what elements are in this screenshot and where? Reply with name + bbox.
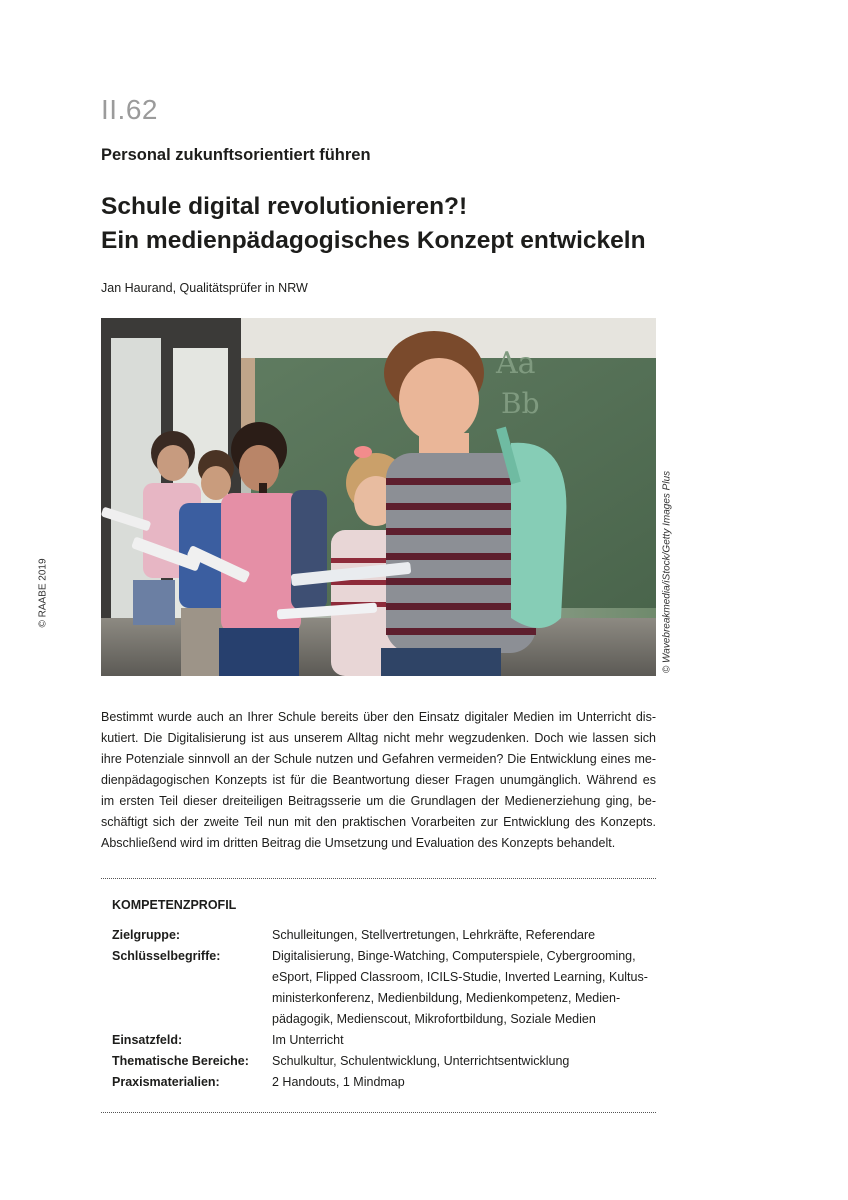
profile-value bbox=[272, 1072, 656, 1093]
divider-bottom bbox=[101, 1112, 656, 1113]
photo-credit: © Wavebreakmedia/iStock/Getty Images Plus bbox=[661, 470, 673, 674]
svg-text:Bb: Bb bbox=[501, 387, 540, 420]
profile-heading: KOMPETENZPROFIL bbox=[112, 898, 237, 912]
profile-label: Zielgruppe: bbox=[112, 928, 181, 942]
section-number: II.62 bbox=[101, 94, 158, 125]
intro-line: im ersten Teil dieser dreiteiligen Beitragsserie um die Grundlagen der Medienerziehung ging, be- bbox=[101, 794, 656, 808]
series-title: Personal zukunftsorientiert führen bbox=[101, 146, 371, 164]
profile-value bbox=[272, 925, 656, 946]
svg-text:Aa: Aa bbox=[496, 346, 536, 381]
intro-line: Bestimmt wurde auch an Ihrer Schule bereits über den Einsatz digitaler Medien im Unterricht dis- bbox=[101, 710, 656, 724]
profile-label: Schlüsselbegriffe: bbox=[112, 949, 221, 963]
title-line-2: Ein medienpädagogisches Konzept entwickeln bbox=[101, 227, 646, 254]
profile-value-line: ministerkonferenz, Medienbildung, Medienkompetenz, Medien- bbox=[272, 991, 621, 1005]
profile-value-line: eSport, Flipped Classroom, ICILS-Studie, Inverted Learning, Kultus- bbox=[272, 970, 648, 984]
profile-value-line: 2 Handouts, 1 Mindmap bbox=[272, 1075, 405, 1089]
profile-value bbox=[272, 1051, 656, 1072]
copyright-note: © RAABE 2019 bbox=[37, 558, 49, 628]
page-title bbox=[101, 190, 701, 258]
profile-label: Praxismaterialien: bbox=[112, 1075, 220, 1089]
profile-label: Einsatzfeld: bbox=[112, 1033, 183, 1047]
divider-top bbox=[101, 878, 656, 879]
intro-line: Abschließend wird im dritten Beitrag die Umsetzung und Evaluation des Konzepts behandelt. bbox=[101, 836, 616, 850]
intro-paragraph bbox=[101, 707, 656, 854]
profile-value-line: pädagogik, Medienscout, Mikrofortbildung, Soziale Medien bbox=[272, 1012, 596, 1026]
profile-value bbox=[272, 1030, 656, 1051]
profile-value-line: Digitalisierung, Binge-Watching, Computerspiele, Cybergrooming, bbox=[272, 949, 636, 963]
profile-value-line: Im Unterricht bbox=[272, 1033, 344, 1047]
title-line-1: Schule digital revolutionieren?! bbox=[101, 193, 468, 220]
intro-line: schäftigt sich der zweite Teil nun mit den praktischen Vorarbeiten zur Entwicklung des Konzepts. bbox=[101, 815, 656, 829]
profile-value-line: Schulleitungen, Stellvertretungen, Lehrkräfte, Referendare bbox=[272, 928, 596, 942]
author-line: Jan Haurand, Qualitätsprüfer in NRW bbox=[101, 281, 308, 295]
profile-value-line: Schulkultur, Schulentwicklung, Unterrichtsentwicklung bbox=[272, 1054, 570, 1068]
intro-line: dienpädagogischen Konzepts ist für die Beantwortung dieser Fragen unumgänglich. Während es bbox=[101, 773, 656, 787]
hero-photo bbox=[101, 318, 656, 676]
profile-label: Thematische Bereiche: bbox=[112, 1054, 249, 1068]
intro-line: kutiert. Die Digitalisierung ist aus unserem Alltag nicht mehr wegzudenken. Doch wie lassen sich bbox=[101, 731, 656, 745]
intro-line: ihre Potenziale sinnvoll an der Schule nutzen und Gefahren vermeiden? Die Entwicklung eines me- bbox=[101, 752, 656, 766]
profile-value bbox=[272, 946, 656, 1030]
